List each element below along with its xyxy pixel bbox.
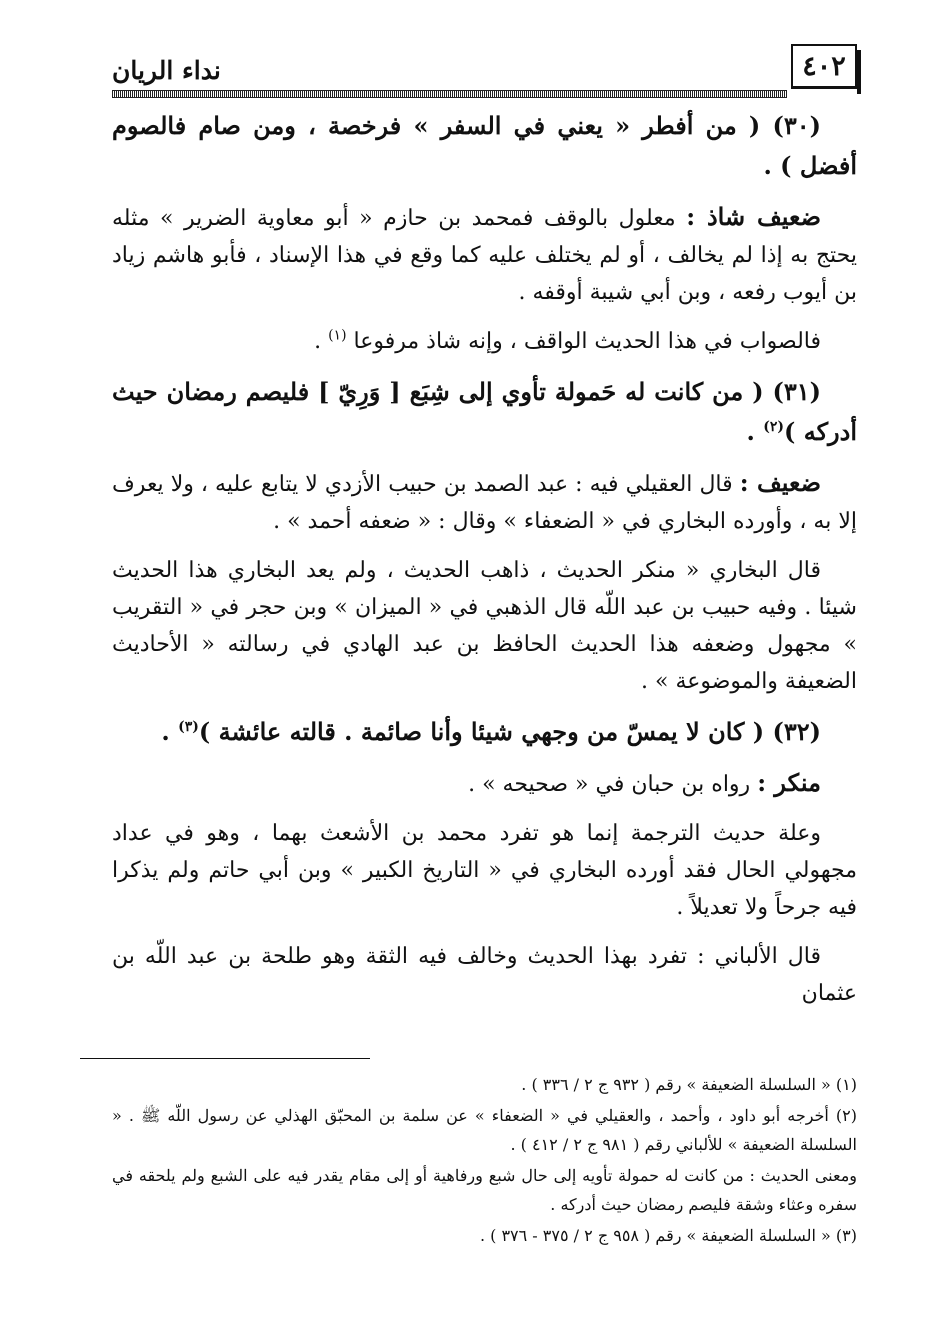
grade-label-1: ضعيف شاذ :	[686, 202, 821, 231]
footnote-ref-1[interactable]: (١)	[328, 327, 347, 344]
paragraph-5-text: رواه بن حبان في « صحيحه » .	[468, 772, 758, 797]
hadith-30	[112, 106, 857, 186]
footnote-2: (٢) أخرجه أبو داود ، وأحمد ، والعقيلي في « الضعفاء » عن سلمة بن المحبّق الهذلي عن رسول اللّه ﷺ . « السلسلة الضعيفة » للألباني رقم ( ٩٨١ ج ٢ / ٤١٢ ) .	[112, 1106, 858, 1154]
grade-label-3: منكر :	[757, 768, 821, 797]
page-header	[112, 38, 857, 100]
paragraph-7-text: قال الألباني : تفرد بهذا الحديث وخالف فيه الثقة وهو طلحة بن عبد اللّه بن عثمان	[112, 944, 857, 1006]
paragraph-3-text: قال العقيلي فيه : عبد الصمد بن حبيب الأزدي لا يتابع عليه ، ولا يعرف إلا به ، وأورده البخاري في « الضعفاء » وقال : « ضعفه أحمد » .	[112, 472, 857, 534]
footnote-ref-2[interactable]: (٢)	[763, 419, 785, 435]
footnote-1: (١) « السلسلة الضعيفة » رقم ( ٩٣٢ ج ٢ / ٣٣٦ ) .	[521, 1075, 857, 1094]
paragraph-2-text: فالصواب في هذا الحديث الواقف ، وإنه شاذ مرفوعا	[353, 329, 821, 354]
hadith-31-end: .	[746, 417, 764, 446]
hadith-31-text: (٣١) ( من كانت له حَمولة تأوي إلى شِبَع [ وَرِيّ ] فليصم رمضان حيث أدركه )	[112, 377, 857, 446]
book-title: نداء الريان	[112, 56, 221, 85]
paragraph-1	[112, 198, 857, 311]
hadith-32-end: .	[161, 717, 179, 746]
paragraph-6	[112, 815, 857, 926]
hadith-32	[112, 712, 857, 752]
footnote-3: (٣) « السلسلة الضعيفة » رقم ( ٩٥٨ ج ٢ / ٣٧٥ - ٣٧٦ ) .	[479, 1226, 857, 1245]
paragraph-5	[112, 764, 857, 803]
footnote-separator	[80, 1058, 370, 1059]
header-rule	[112, 90, 787, 98]
paragraph-6-text: وعلة حديث الترجمة إنما هو تفرد محمد بن الأشعث بهما ، وهو في عداد مجهولي الحال فقد أورده البخاري في « التاريخ الكبير » وبن أبي حاتم ولم يذكرا فيه جرحاً ولا تعديلاً .	[112, 821, 857, 920]
hadith-30-text: (٣٠) ( من أفطر « يعني في السفر » فرخصة ، ومن صام فالصوم أفضل ) .	[112, 111, 857, 180]
hadith-32-text: (٣٢) ( كان لا يمسّ من وجهي شيئا وأنا صائمة . قالته عائشة )	[198, 717, 821, 746]
paragraph-3	[112, 464, 857, 540]
paragraph-2-end: .	[314, 329, 329, 354]
page-number: ٤٠٢	[791, 44, 857, 89]
footnote-ref-3[interactable]: (٣)	[178, 719, 199, 735]
hadith-31	[112, 372, 857, 452]
footnotes	[112, 1070, 857, 1252]
paragraph-7	[112, 938, 857, 1012]
paragraph-4	[112, 552, 857, 700]
paragraph-2	[112, 323, 857, 360]
grade-label-2: ضعيف :	[739, 468, 821, 497]
footnote-2-meaning: ومعنى الحديث : من كانت له حمولة تأويه إلى حال شبع ورفاهية أو إلى مقام يقدر فيه على الشبع ولم يلحقه في سفره وعثاء وشقة فليصم رمضان حيث أدركه .	[112, 1166, 858, 1214]
paragraph-1-text: معلول بالوقف فمحمد بن حازم « أبو معاوية الضرير » مثله يحتج به إذا لم يخالف ، أو لم يختلف عليه كما وقع في هذا الإسناد ، فأبو هاشم زياد بن أيوب رفعه ، وبن أبي شيبة أوقفه .	[112, 206, 857, 305]
page-body	[112, 106, 857, 1024]
paragraph-4-text: قال البخاري « منكر الحديث ، ذاهب الحديث ، ولم يعد البخاري هذا الحديث شيئا . وفيه حبيب بن عبد اللّه قال الذهبي في « الميزان » وبن حجر في « التقريب » مجهول وضعفه هذا الحديث الحافظ بن عبد الهادي في رسالته « الأحاديث الضعيفة والموضوعة » .	[112, 558, 857, 694]
